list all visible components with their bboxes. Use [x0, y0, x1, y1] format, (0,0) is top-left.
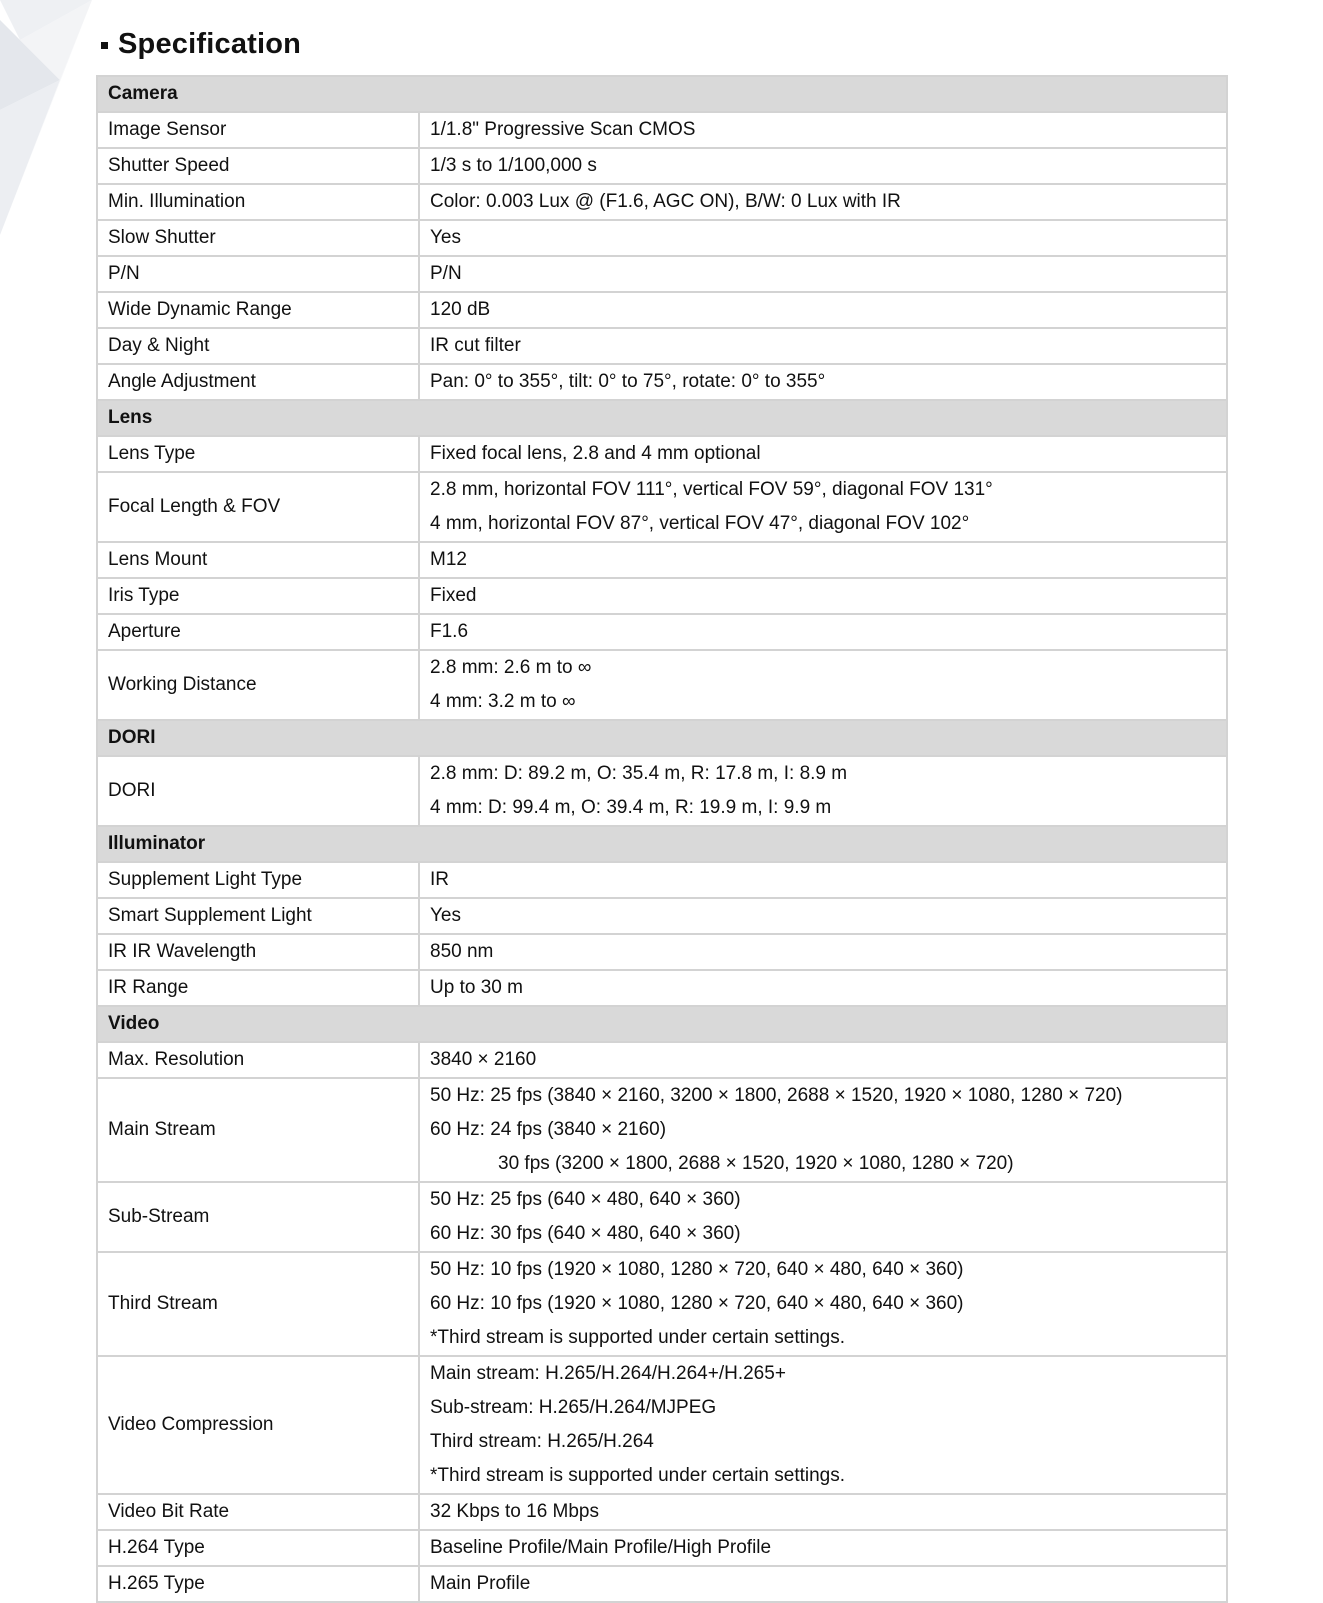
spec-value: [419, 220, 1227, 256]
spec-value-line: Yes: [430, 227, 461, 248]
spec-label: Lens Mount: [97, 542, 419, 578]
section-header-dori: [97, 720, 1227, 756]
spec-value-line: Yes: [430, 905, 461, 926]
spec-value: [419, 614, 1227, 650]
spec-value-line: 120 dB: [430, 299, 491, 320]
spec-value-line: Pan: 0° to 355°, tilt: 0° to 75°, rotate: 0° to 355°: [430, 371, 826, 392]
table-row: [97, 898, 1227, 934]
spec-value: [419, 1042, 1227, 1078]
spec-label: H.264 Type: [97, 1530, 419, 1566]
spec-value-line: 32 Kbps to 16 Mbps: [430, 1501, 599, 1522]
table-row: [97, 970, 1227, 1006]
spec-label: Video Compression: [97, 1356, 419, 1494]
spec-value-line: 60 Hz: 24 fps (3840 × 2160): [430, 1119, 667, 1140]
spec-label: Third Stream: [97, 1252, 419, 1356]
section-title: Camera: [97, 76, 1227, 112]
spec-value-line: M12: [430, 549, 467, 570]
spec-value: [419, 364, 1227, 400]
table-row: [97, 472, 1227, 542]
spec-label: P/N: [97, 256, 419, 292]
spec-value-line: *Third stream is supported under certain settings.: [430, 1327, 846, 1348]
spec-value: [419, 578, 1227, 614]
spec-value-line: Main stream: H.265/H.264/H.264+/H.265+: [430, 1363, 786, 1384]
spec-label: IR IR Wavelength: [97, 934, 419, 970]
spec-label: Day & Night: [97, 328, 419, 364]
table-row: [97, 756, 1227, 826]
spec-value: [419, 328, 1227, 364]
spec-value: [419, 1078, 1227, 1182]
spec-value: [419, 112, 1227, 148]
table-row: [97, 934, 1227, 970]
table-row: [97, 650, 1227, 720]
spec-value-line: 4 mm: 3.2 m to ∞: [430, 691, 576, 712]
spec-value: [419, 650, 1227, 720]
page-title-text: Specification: [118, 28, 302, 60]
page-title: [101, 28, 301, 61]
table-row: [97, 436, 1227, 472]
spec-value-line: 2.8 mm, horizontal FOV 111°, vertical FOV 59°, diagonal FOV 131°: [430, 479, 993, 500]
spec-value: [419, 1494, 1227, 1530]
spec-value-line: Up to 30 m: [430, 977, 523, 998]
spec-label: DORI: [97, 756, 419, 826]
spec-value-line: Sub-stream: H.265/H.264/MJPEG: [430, 1397, 717, 1418]
spec-value: [419, 934, 1227, 970]
spec-value: [419, 1566, 1227, 1602]
spec-value-line: Color: 0.003 Lux @ (F1.6, AGC ON), B/W: 0 Lux with IR: [430, 191, 901, 212]
spec-value: [419, 542, 1227, 578]
spec-value-line: 2.8 mm: 2.6 m to ∞: [430, 657, 592, 678]
spec-label: Slow Shutter: [97, 220, 419, 256]
spec-label: Min. Illumination: [97, 184, 419, 220]
table-row: [97, 112, 1227, 148]
spec-value: [419, 1252, 1227, 1356]
spec-label: Image Sensor: [97, 112, 419, 148]
spec-value-line: *Third stream is supported under certain settings.: [430, 1465, 846, 1486]
table-row: [97, 1042, 1227, 1078]
spec-label: Working Distance: [97, 650, 419, 720]
spec-value-line: 3840 × 2160: [430, 1049, 537, 1070]
spec-table: [96, 75, 1228, 1603]
spec-label: Shutter Speed: [97, 148, 419, 184]
spec-label: H.265 Type: [97, 1566, 419, 1602]
spec-value: [419, 256, 1227, 292]
spec-value-line: P/N: [430, 263, 462, 284]
table-row: [97, 1078, 1227, 1182]
section-header-lens: [97, 400, 1227, 436]
table-row: [97, 1356, 1227, 1494]
spec-value-line: 30 fps (3200 × 1800, 2688 × 1520, 1920 × 1080, 1280 × 720): [498, 1153, 1014, 1174]
spec-label: Focal Length & FOV: [97, 472, 419, 542]
spec-value-line: 1/3 s to 1/100,000 s: [430, 155, 597, 176]
table-row: [97, 1494, 1227, 1530]
bullet-icon: [101, 42, 108, 49]
table-row: [97, 148, 1227, 184]
spec-value: [419, 184, 1227, 220]
table-row: [97, 256, 1227, 292]
table-row: [97, 220, 1227, 256]
spec-value-line: 850 nm: [430, 941, 494, 962]
spec-value: [419, 756, 1227, 826]
section-header-video: [97, 1006, 1227, 1042]
spec-value-line: 4 mm: D: 99.4 m, O: 39.4 m, R: 19.9 m, I: 9.9 m: [430, 797, 832, 818]
table-row: [97, 614, 1227, 650]
section-title: DORI: [97, 720, 1227, 756]
spec-label: Video Bit Rate: [97, 1494, 419, 1530]
spec-value: [419, 148, 1227, 184]
spec-label: Supplement Light Type: [97, 862, 419, 898]
spec-value: [419, 862, 1227, 898]
table-row: [97, 364, 1227, 400]
spec-value-line: IR: [430, 869, 449, 890]
spec-label: Aperture: [97, 614, 419, 650]
spec-value: [419, 898, 1227, 934]
corner-decoration: [0, 0, 100, 240]
spec-label: Lens Type: [97, 436, 419, 472]
spec-value: [419, 436, 1227, 472]
section-title: Video: [97, 1006, 1227, 1042]
spec-label: Main Stream: [97, 1078, 419, 1182]
table-row: [97, 542, 1227, 578]
table-row: [97, 578, 1227, 614]
spec-value: [419, 1530, 1227, 1566]
spec-label: Iris Type: [97, 578, 419, 614]
spec-value-line: 4 mm, horizontal FOV 87°, vertical FOV 47°, diagonal FOV 102°: [430, 513, 970, 534]
spec-value-line: Third stream: H.265/H.264: [430, 1431, 654, 1452]
spec-value-line: Baseline Profile/Main Profile/High Profile: [430, 1537, 772, 1558]
spec-value-line: F1.6: [430, 621, 469, 642]
spec-value: [419, 1182, 1227, 1252]
spec-value-line: Fixed: [430, 585, 477, 606]
spec-value-line: 2.8 mm: D: 89.2 m, O: 35.4 m, R: 17.8 m, I: 8.9 m: [430, 763, 848, 784]
section-header-camera: [97, 76, 1227, 112]
spec-label: Sub-Stream: [97, 1182, 419, 1252]
spec-value: [419, 970, 1227, 1006]
spec-label: Wide Dynamic Range: [97, 292, 419, 328]
section-title: Illuminator: [97, 826, 1227, 862]
section-header-illuminator: [97, 826, 1227, 862]
spec-value-line: 50 Hz: 25 fps (640 × 480, 640 × 360): [430, 1189, 741, 1210]
spec-value: [419, 1356, 1227, 1494]
table-row: [97, 328, 1227, 364]
spec-label: IR Range: [97, 970, 419, 1006]
table-row: [97, 184, 1227, 220]
spec-value-line: 50 Hz: 10 fps (1920 × 1080, 1280 × 720, 640 × 480, 640 × 360): [430, 1259, 964, 1280]
spec-label: Angle Adjustment: [97, 364, 419, 400]
spec-value: [419, 292, 1227, 328]
table-row: [97, 1566, 1227, 1602]
spec-value-line: 60 Hz: 10 fps (1920 × 1080, 1280 × 720, 640 × 480, 640 × 360): [430, 1293, 964, 1314]
spec-label: Smart Supplement Light: [97, 898, 419, 934]
table-row: [97, 1252, 1227, 1356]
table-row: [97, 1182, 1227, 1252]
spec-value-line: 50 Hz: 25 fps (3840 × 2160, 3200 × 1800, 2688 × 1520, 1920 × 1080, 1280 × 720): [430, 1085, 1123, 1106]
spec-value-line: 1/1.8" Progressive Scan CMOS: [430, 119, 696, 140]
spec-value-line: Main Profile: [430, 1573, 531, 1594]
spec-value: [419, 472, 1227, 542]
spec-value-line: IR cut filter: [430, 335, 521, 356]
spec-label: Max. Resolution: [97, 1042, 419, 1078]
table-row: [97, 292, 1227, 328]
spec-value-line: Fixed focal lens, 2.8 and 4 mm optional: [430, 443, 761, 464]
table-row: [97, 862, 1227, 898]
spec-value-line: 60 Hz: 30 fps (640 × 480, 640 × 360): [430, 1223, 741, 1244]
section-title: Lens: [97, 400, 1227, 436]
table-row: [97, 1530, 1227, 1566]
